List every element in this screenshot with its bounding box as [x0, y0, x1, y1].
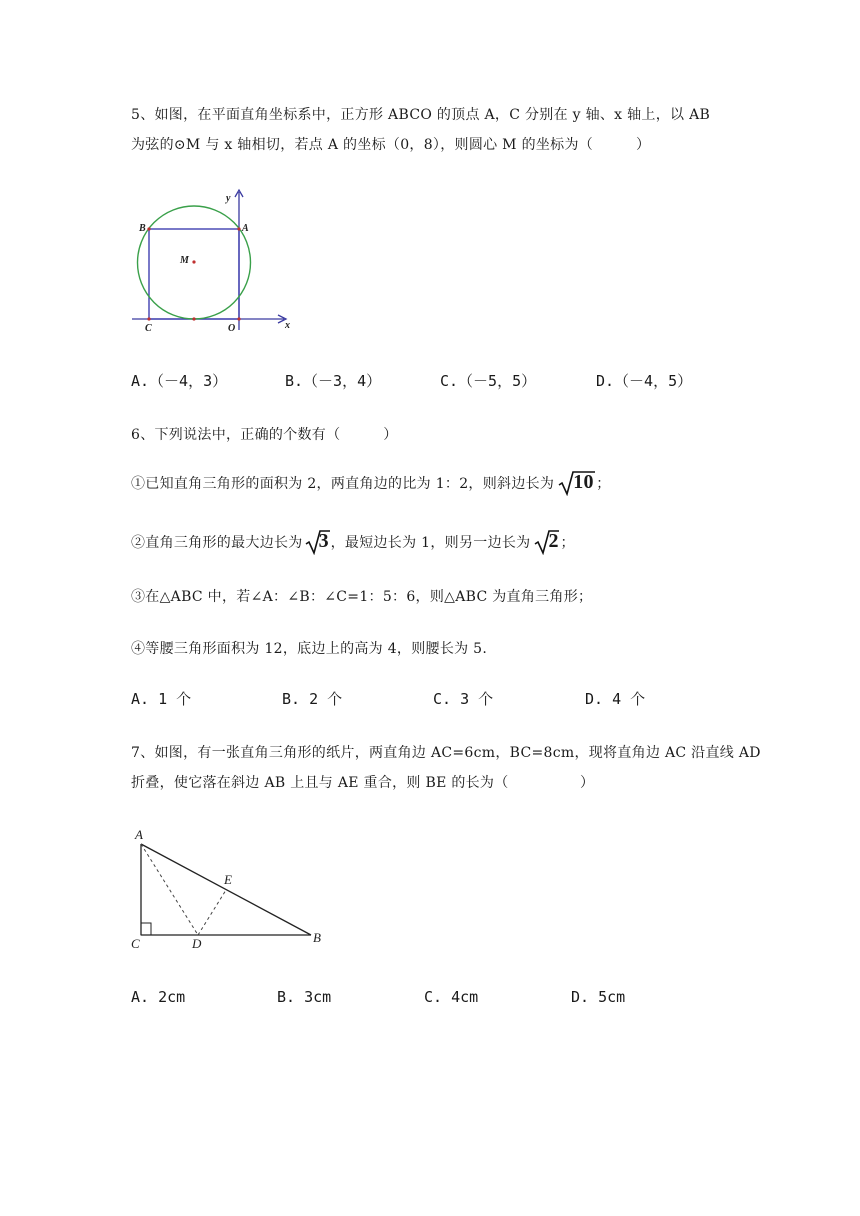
q6-s2-mid: ，最短边长为 1，则另一边长为: [330, 535, 531, 551]
q7-option-c[interactable]: C. 4cm: [424, 988, 479, 1006]
q6-s2-text: ②直角三角形的最大边长为: [131, 535, 303, 551]
q6-statement-1: [131, 470, 611, 496]
q5-square-abco: [149, 229, 239, 319]
q6-statement-4: ④等腰三角形面积为 12，底边上的高为 4，则腰长为 5.: [131, 641, 488, 657]
q5-label-x: x: [285, 320, 290, 331]
q7-label-b: B: [313, 930, 321, 945]
q5-option-c[interactable]: C.（－5，5）: [440, 372, 537, 390]
q6-s1-text: ①已知直角三角形的面积为 2，两直角边的比为 1：2，则斜边长为: [131, 476, 555, 492]
q7-option-a[interactable]: A. 2cm: [131, 988, 186, 1006]
sqrt-10: [558, 470, 596, 496]
q7-label-e: E: [224, 872, 232, 887]
q7-fold-line-de: [198, 890, 226, 935]
q5-point-c: [147, 317, 150, 320]
q5-label-b: B: [139, 223, 146, 234]
q7-figure: [128, 824, 328, 954]
q5-label-a: A: [242, 223, 249, 234]
q7-label-d: D: [192, 936, 202, 951]
q5-stem-line1: 5、如图，在平面直角坐标系中，正方形 ABCO 的顶点 A，C 分别在 y 轴、x 轴上，以 AB: [131, 107, 711, 123]
q6-s1-end: ；: [596, 476, 611, 492]
q5-figure: [128, 186, 298, 336]
q6-statement-2: [131, 529, 575, 555]
q5-tangent-point: [192, 317, 195, 320]
q7-right-angle-icon: [141, 923, 151, 935]
q5-point-m: [192, 260, 195, 263]
q6-option-a[interactable]: A. 1 个: [131, 690, 192, 708]
q7-side-ab: [141, 844, 311, 935]
q7-stem-line2: 折叠，使它落在斜边 AB 上且与 AE 重合，则 BE 的长为（ ）: [131, 775, 595, 791]
q6-s2-end: ；: [560, 535, 575, 551]
q6-option-b[interactable]: B. 2 个: [282, 690, 343, 708]
q7-option-b[interactable]: B. 3cm: [277, 988, 332, 1006]
q5-label-o: O: [228, 323, 236, 334]
q5-option-d[interactable]: D.（－4，5）: [596, 372, 693, 390]
q7-option-d[interactable]: D. 5cm: [571, 988, 626, 1006]
q6-option-d[interactable]: D. 4 个: [585, 690, 646, 708]
sqrt-3: [305, 529, 331, 555]
sqrt-3-radicand: 3: [318, 530, 329, 552]
q5-label-y: y: [226, 193, 231, 204]
sqrt-2: [534, 529, 560, 555]
q7-label-c: C: [131, 936, 140, 951]
q7-label-a: A: [135, 827, 143, 842]
q5-point-b: [147, 227, 150, 230]
q6-option-c[interactable]: C. 3 个: [433, 690, 494, 708]
q5-label-c: C: [145, 323, 152, 334]
q5-point-o: [237, 317, 240, 320]
q7-stem-line1: 7、如图，有一张直角三角形的纸片，两直角边 AC=6cm，BC=8cm，现将直角边 AC 沿直线 AD: [131, 745, 761, 761]
q5-option-a[interactable]: A.（－4，3）: [131, 372, 228, 390]
q5-label-m: M: [180, 255, 189, 266]
q5-option-b[interactable]: B.（－3，4）: [285, 372, 382, 390]
q6-statement-3: ③在△ABC 中，若∠A：∠B：∠C=1：5：6，则△ABC 为直角三角形；: [131, 589, 593, 605]
q7-fold-line-ad: [141, 844, 198, 935]
q6-stem: 6、下列说法中，正确的个数有（ ）: [131, 427, 398, 443]
q5-stem-line2: 为弦的⊙M 与 x 轴相切，若点 A 的坐标（0，8），则圆心 M 的坐标为（ ）: [131, 137, 651, 153]
sqrt-10-radicand: 10: [573, 471, 594, 493]
sqrt-2-radicand: 2: [548, 530, 559, 552]
q5-point-a: [237, 227, 240, 230]
